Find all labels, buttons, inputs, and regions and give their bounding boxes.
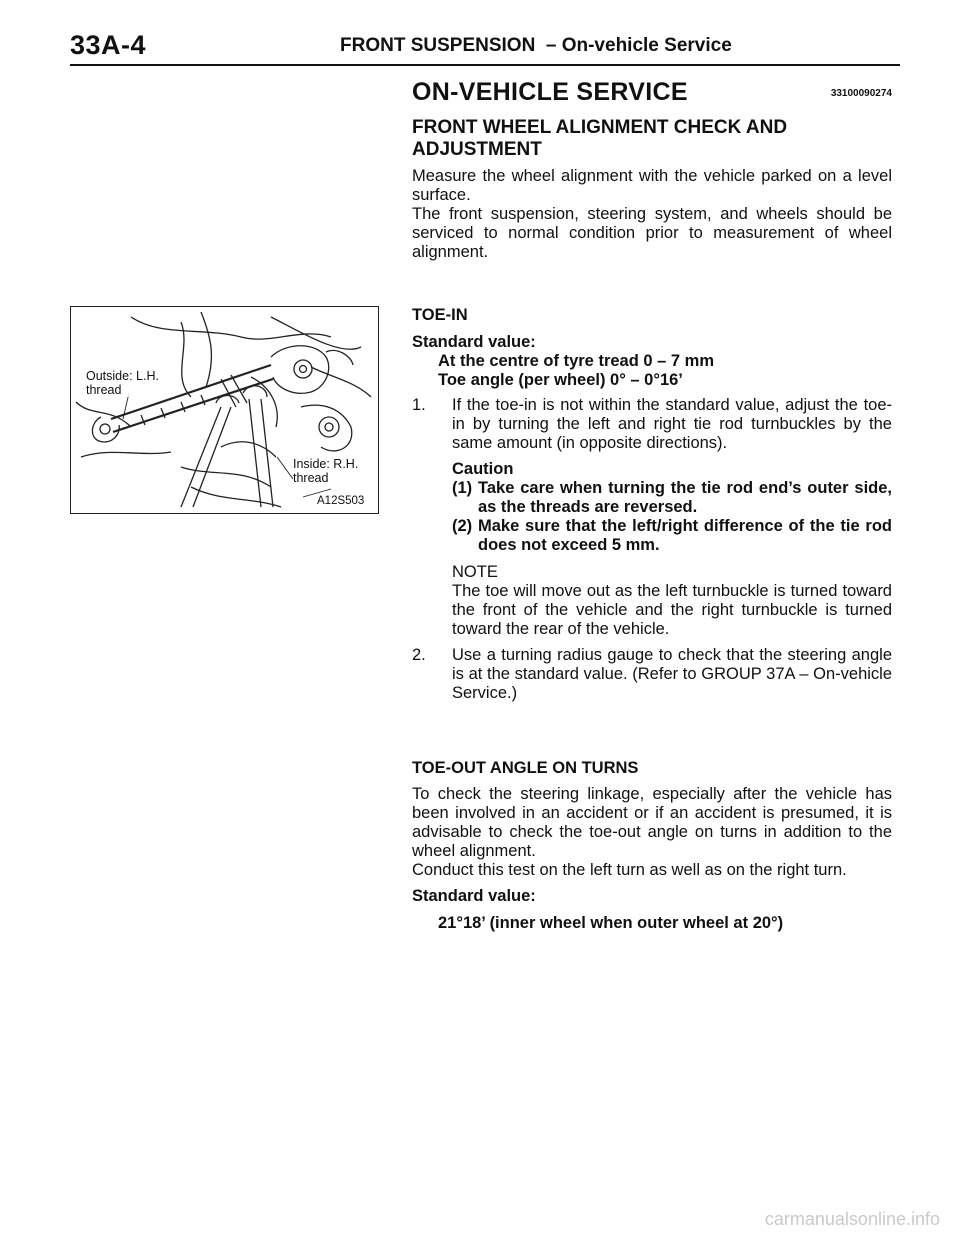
toe-in-step1	[412, 396, 892, 453]
header-title	[340, 35, 732, 57]
caution-item-2-num: (2)	[452, 517, 473, 535]
toe-out-section	[412, 759, 892, 933]
header-rule	[70, 64, 900, 66]
toe-out-para1: To check the steering linkage, especially after the vehicle has been involved in an accident or if an accident is presumed, it is advisable to check the toe-out angle on turns in addition to the wheel alignment.	[412, 785, 892, 860]
figure-label-inside: Inside: R.H. thread	[293, 457, 365, 485]
caution-item-2	[412, 517, 892, 555]
toe-out-std-value: 21°18’ (inner wheel when outer wheel at 20°)	[438, 914, 784, 932]
alignment-heading-line1: FRONT WHEEL ALIGNMENT CHECK AND	[412, 117, 788, 138]
alignment-heading-line2: ADJUSTMENT	[412, 139, 542, 160]
caution-item-1	[412, 479, 892, 517]
toe-in-step2-text: Use a turning radius gauge to check that the steering angle is at the standard value. (Refer to GROUP 37A – On-vehicle Service.)	[452, 646, 892, 702]
toe-in-std-line2: Toe angle (per wheel) 0° – 0°16’	[438, 371, 683, 389]
footer-watermark: carmanualsonline.info	[764, 1209, 940, 1229]
caution-label: Caution	[452, 460, 514, 478]
section-title: ON-VEHICLE SERVICE	[412, 78, 688, 106]
figure-label-outside: Outside: L.H. thread	[86, 369, 174, 397]
toe-in-step2-num: 2.	[412, 646, 426, 664]
toe-in-std-line1: At the centre of tyre tread 0 – 7 mm	[438, 352, 715, 370]
note-text: The toe will move out as the left turnbuckle is turned toward the front of the vehicle and the right turnbuckle is turned toward the rear of the vehicle.	[452, 582, 892, 638]
alignment-heading	[412, 117, 892, 161]
toe-in-section	[412, 306, 892, 703]
page-header	[70, 30, 900, 62]
header-title-sub: – On-vehicle Service	[545, 35, 732, 56]
toe-in-heading: TOE-IN	[412, 306, 468, 324]
alignment-para1: Measure the wheel alignment with the vehicle parked on a level surface.	[412, 167, 892, 204]
header-title-main: FRONT SUSPENSION	[340, 35, 536, 56]
alignment-para2: The front suspension, steering system, and wheels should be serviced to normal condition prior to measurement of wheel alignment.	[412, 205, 892, 261]
figure-code: A12S503	[317, 495, 365, 507]
note-label: NOTE	[452, 563, 498, 581]
caution-item-1-text: Take care when turning the tie rod end’s outer side, as the threads are reversed.	[478, 479, 892, 516]
toe-out-para2: Conduct this test on the left turn as well as on the right turn.	[412, 861, 847, 879]
toe-in-step1-text: If the toe-in is not within the standard value, adjust the toe-in by turning the left and right tie rod turnbuckles by the same amount (in opposite directions).	[452, 396, 892, 452]
toe-out-heading: TOE-OUT ANGLE ON TURNS	[412, 759, 639, 777]
toe-in-std-label: Standard value:	[412, 333, 536, 351]
page-number: 33A-4	[70, 30, 147, 60]
toe-out-std-label: Standard value:	[412, 887, 536, 905]
section-title-row	[412, 78, 892, 108]
alignment-section	[412, 117, 892, 262]
caution-item-1-num: (1)	[452, 479, 473, 497]
toe-in-step2	[412, 646, 892, 703]
tie-rod-figure	[70, 306, 379, 514]
section-code: 33100090274	[830, 88, 892, 99]
toe-in-step1-num: 1.	[412, 396, 426, 414]
caution-item-2-text: Make sure that the left/right difference of the tie rod does not exceed 5 mm.	[478, 517, 892, 554]
